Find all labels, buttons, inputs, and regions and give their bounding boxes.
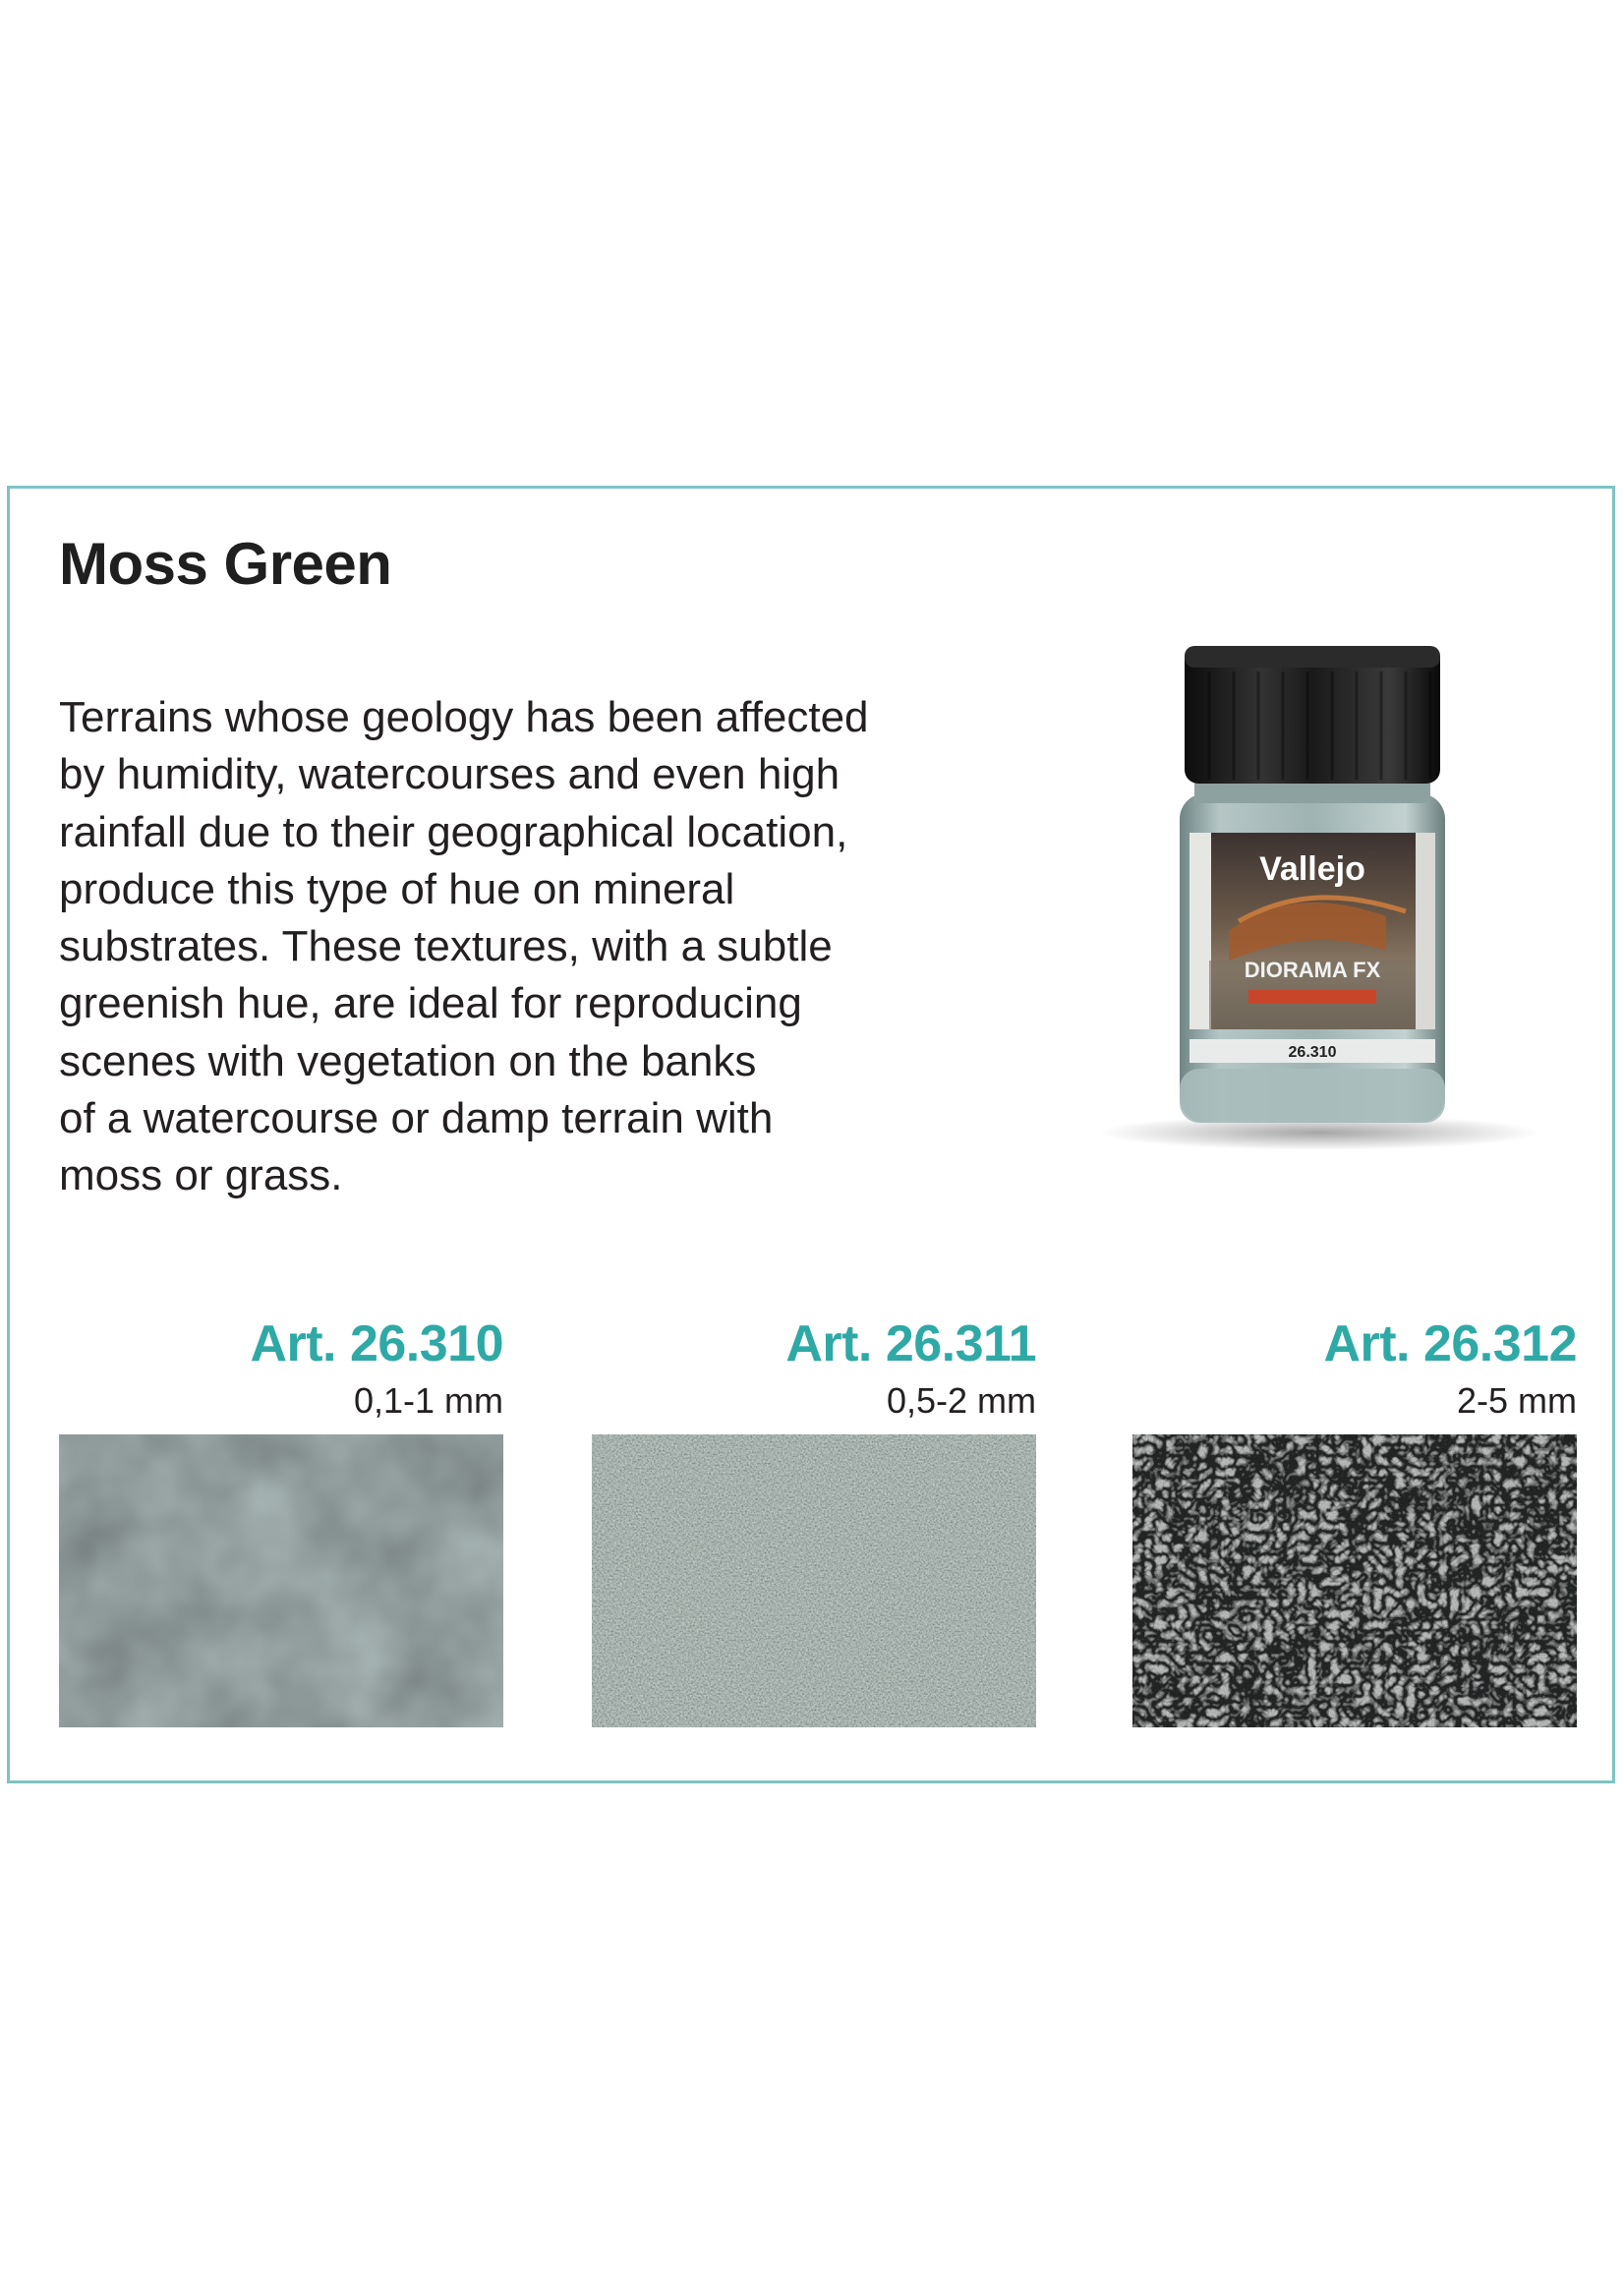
variant-art-code: Art. 26.311 xyxy=(785,1315,1036,1372)
product-jar-image xyxy=(1091,636,1543,1157)
variant-art-code: Art. 26.312 xyxy=(1323,1315,1577,1372)
variant-coarse xyxy=(1132,1314,1577,1423)
variant-grain-size: 0,1-1 mm xyxy=(353,1380,503,1421)
description-line: greenish hue, are ideal for reproducing xyxy=(59,979,802,1028)
description-line: of a watercourse or damp terrain with xyxy=(59,1094,774,1143)
product-description xyxy=(59,689,1003,1205)
texture-swatch-medium xyxy=(592,1434,1036,1727)
description-line: scenes with vegetation on the banks xyxy=(59,1036,757,1085)
texture-swatch-fine xyxy=(59,1434,503,1727)
description-line: moss or grass. xyxy=(59,1151,343,1200)
product-title: Moss Green xyxy=(59,531,392,597)
variant-medium xyxy=(592,1314,1036,1423)
description-line: Terrains whose geology has been affected xyxy=(59,693,869,741)
description-line: produce this type of hue on mineral xyxy=(59,864,735,913)
jar-line-text: DIORAMA FX xyxy=(1244,958,1381,982)
description-line: by humidity, watercourses and even high xyxy=(59,750,841,799)
jar-code-text: 26.310 xyxy=(1288,1044,1337,1061)
variant-fine xyxy=(59,1314,503,1423)
variant-art-code: Art. 26.310 xyxy=(250,1315,503,1372)
description-line: rainfall due to their geographical location, xyxy=(59,807,848,856)
variant-grain-size: 2-5 mm xyxy=(1456,1380,1577,1421)
product-card xyxy=(7,486,1615,1783)
description-line: substrates. These textures, with a subtle xyxy=(59,922,833,971)
variant-grain-size: 0,5-2 mm xyxy=(886,1380,1036,1421)
texture-swatch-coarse xyxy=(1132,1434,1577,1727)
jar-brand-text: Vallejo xyxy=(1259,850,1365,888)
